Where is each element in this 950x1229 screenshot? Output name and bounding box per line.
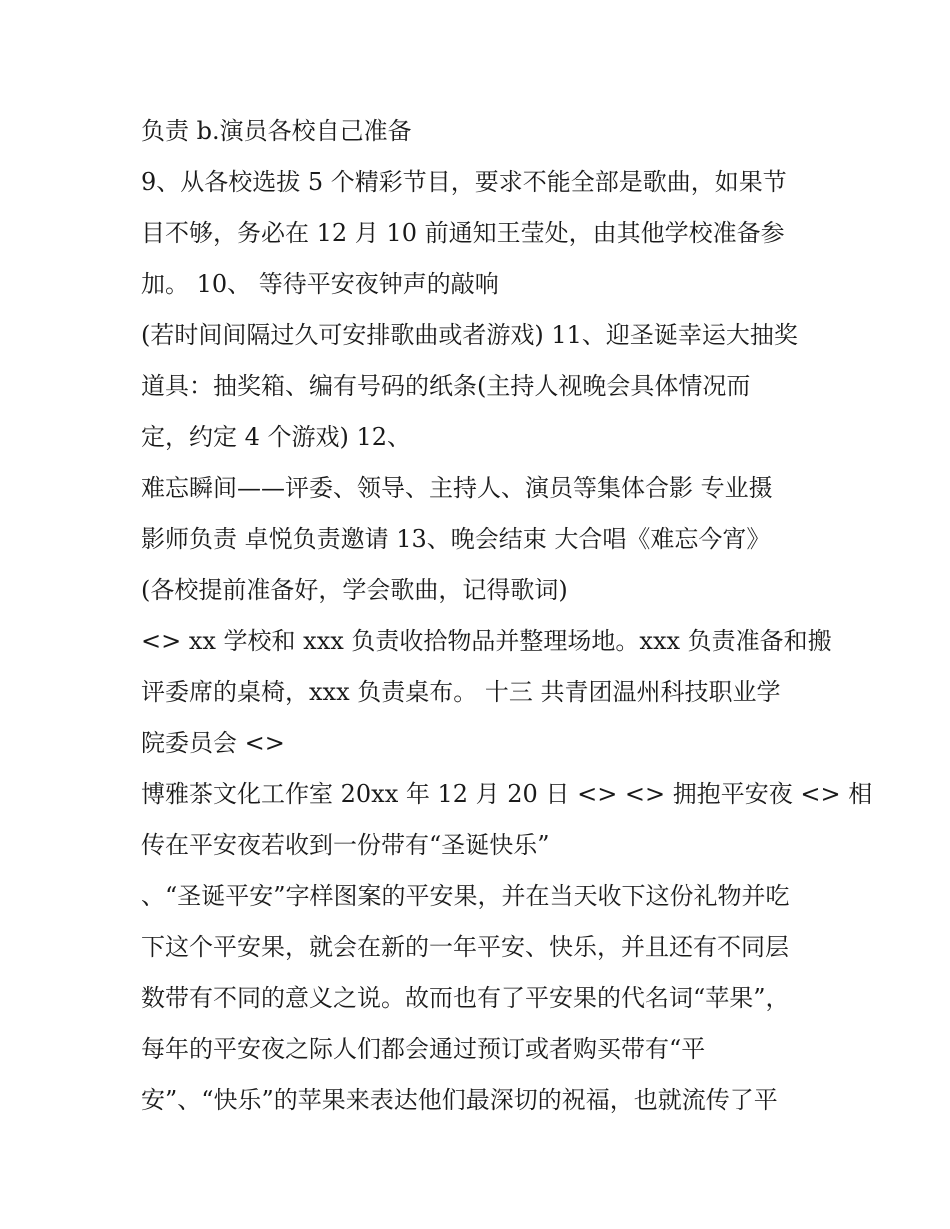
text-line: 评委席的桌椅，xxx 负责桌布。 十三 共青团温州科技职业学 <box>141 678 781 706</box>
text-line: (若时间间隔过久可安排歌曲或者游戏) 11、迎圣诞幸运大抽奖 <box>141 321 798 349</box>
text-line: 传在平安夜若收到一份带有“圣诞快乐” <box>141 831 550 859</box>
text-line: 影师负责 卓悦负责邀请 13、晚会结束 大合唱《难忘今宵》 <box>141 525 771 553</box>
text-line: 数带有不同的意义之说。故而也有了平安果的代名词“苹果”， <box>141 984 790 1012</box>
text-line: 道具：抽奖箱、编有号码的纸条(主持人视晚会具体情况而 <box>141 372 751 400</box>
text-line: 博雅茶文化工作室 20xx 年 12 月 20 日 <> <> 拥抱平安夜 <> 相 <box>141 780 873 808</box>
text-line: 负责 b.演员各校自己准备 <box>141 117 412 145</box>
text-line: 院委员会 <> <box>141 729 285 757</box>
text-line: 难忘瞬间——评委、领导、主持人、演员等集体合影 专业摄 <box>141 474 773 502</box>
text-line: 、“圣诞平安”字样图案的平安果，并在当天收下这份礼物并吃 <box>141 882 790 910</box>
text-line: 每年的平安夜之际人们都会通过预订或者购买带有“平 <box>141 1035 706 1063</box>
text-line: 目不够，务必在 12 月 10 前通知王莹处，由其他学校准备参 <box>141 219 785 247</box>
text-line: <> xx 学校和 xxx 负责收拾物品并整理场地。xxx 负责准备和搬 <box>141 627 832 655</box>
text-line: 加。 10、 等待平安夜钟声的敲响 <box>141 270 499 298</box>
text-line: 定，约定 4 个游戏) 12、 <box>141 423 412 451</box>
text-line: 下这个平安果，就会在新的一年平安、快乐，并且还有不同层 <box>141 933 789 961</box>
text-line: (各校提前准备好，学会歌曲，记得歌词) <box>141 576 568 604</box>
body-text <box>141 106 873 1126</box>
text-line: 安”、“快乐”的苹果来表达他们最深切的祝福，也就流传了平 <box>141 1086 778 1114</box>
text-line: 9、从各校选拔 5 个精彩节目，要求不能全部是歌曲，如果节 <box>141 168 787 196</box>
